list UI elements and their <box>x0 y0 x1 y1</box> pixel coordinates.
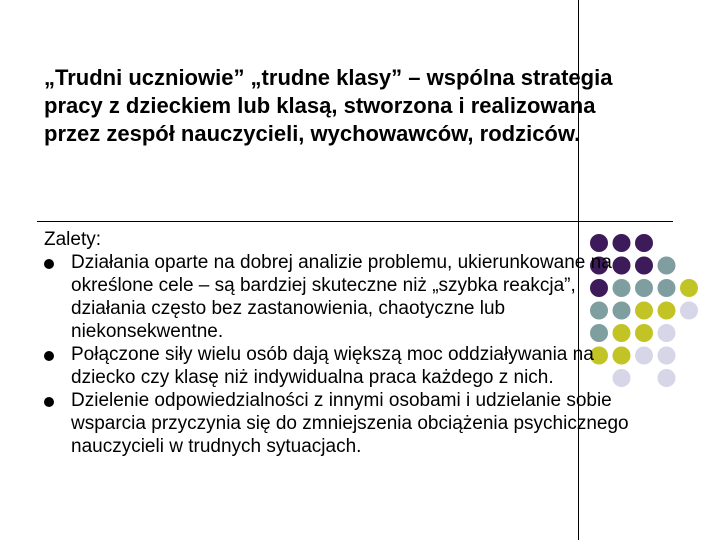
bullet-dot-icon <box>44 259 54 269</box>
decorative-dot-olive <box>658 302 676 320</box>
decorative-dot-teal <box>658 257 676 275</box>
horizontal-divider-line <box>37 221 673 222</box>
bullet-text: Połączone siły wielu osób dają większą moc oddziaływania na dziecko czy klasę niż indywidualna praca każdego z nich. <box>71 344 594 388</box>
decorative-dot-lavender <box>658 324 676 342</box>
bullet-item <box>44 251 644 343</box>
slide-title: „Trudni uczniowie” „trudne klasy” – wspólna strategia pracy z dzieckiem lub klasą, stworzona i realizowana przez zespół nauczycieli, wychowawców, rodziców. <box>44 65 613 146</box>
decorative-dot-olive <box>680 279 698 297</box>
bullet-dot-icon <box>44 351 54 361</box>
bullet-item <box>44 389 644 458</box>
decorative-dot-lavender <box>658 347 676 365</box>
decorative-dot-teal <box>658 279 676 297</box>
bullet-text: Dzielenie odpowiedzialności z innymi osobami i udzielanie sobie wsparcia przyczynia się do zmniejszenia obciążenia psychicznego nauczycieli w trudnych sytuacjach. <box>71 390 629 457</box>
bullet-dot-icon <box>44 397 54 407</box>
slide-body <box>44 228 644 458</box>
bullet-item <box>44 343 644 389</box>
decorative-dot-lavender <box>658 369 676 387</box>
decorative-dot-lavender <box>680 302 698 320</box>
bullet-list <box>44 251 644 458</box>
intro-label: Zalety: <box>44 229 102 250</box>
bullet-text: Działania oparte na dobrej analizie problemu, ukierunkowane na określone cele – są bardziej skuteczne niż „szybka reakcja”, działania często bez zastanowienia, chaotyczne lub niekonsekwentne. <box>71 252 612 342</box>
